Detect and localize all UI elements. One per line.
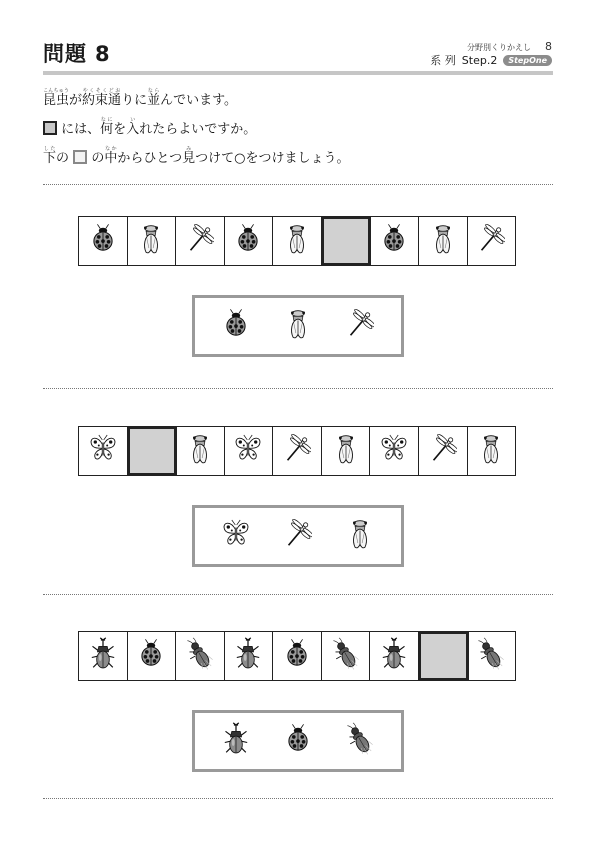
ruby-word: 何なに	[100, 117, 114, 137]
ladybug-icon[interactable]	[222, 304, 250, 348]
series-small-label: 分野別くりかえし	[467, 43, 531, 52]
ladybug-icon	[380, 220, 408, 262]
ruby-word: 下した	[43, 146, 57, 166]
butterfly-icon	[380, 430, 408, 472]
sequence-cell	[176, 632, 225, 680]
blank-answer-cell[interactable]	[128, 427, 177, 475]
sequence-cell	[225, 217, 274, 265]
beetle-icon	[380, 635, 408, 677]
choice-box-3	[192, 710, 404, 772]
sequence-row-3	[78, 631, 516, 681]
ruby-word: 見み	[182, 146, 196, 166]
instr-text: には、	[61, 122, 101, 137]
sequence-cell	[468, 632, 516, 680]
instr-text: からひとつ	[117, 151, 183, 166]
cricket-icon	[477, 635, 505, 677]
sequence-cell	[273, 632, 322, 680]
instruction-line-3	[43, 146, 349, 166]
cicada-icon[interactable]	[346, 514, 374, 558]
sequence-cell	[79, 427, 128, 475]
ruby-word: 入い	[126, 117, 140, 137]
sequence-cell	[128, 217, 177, 265]
sequence-cell	[273, 217, 322, 265]
instr-text: を	[113, 122, 127, 137]
cicada-icon	[332, 430, 360, 472]
ruby-word: 昆虫こんちゅう	[43, 88, 70, 108]
stepone-badge: StepOne	[503, 55, 552, 66]
sequence-cell	[370, 427, 419, 475]
sequence-cell	[468, 427, 516, 475]
sequence-cell	[419, 427, 468, 475]
cicada-icon	[477, 430, 505, 472]
sequence-cell	[79, 217, 128, 265]
butterfly-icon	[89, 430, 117, 472]
instr-text: りに	[121, 93, 148, 108]
choice-box-icon	[73, 150, 87, 164]
sequence-row-1	[78, 216, 516, 266]
sequence-cell	[225, 427, 274, 475]
beetle-icon	[234, 635, 262, 677]
blank-square-icon	[43, 121, 57, 135]
page-title	[43, 38, 111, 68]
choice-box-1	[192, 295, 404, 357]
divider	[43, 798, 553, 799]
dragonfly-icon	[477, 220, 505, 262]
dragonfly-icon	[429, 430, 457, 472]
dragonfly-icon	[283, 430, 311, 472]
sequence-cell	[370, 217, 419, 265]
butterfly-icon	[234, 430, 262, 472]
sequence-row-2	[78, 426, 516, 476]
problem-number: 8	[95, 42, 111, 66]
instruction-line-1	[43, 88, 237, 108]
ladybug-icon	[137, 635, 165, 677]
cricket-icon	[186, 635, 214, 677]
instr-text: れたらよいですか。	[139, 122, 257, 137]
ladybug-icon	[283, 635, 311, 677]
divider	[43, 388, 553, 389]
cricket-icon[interactable]	[346, 719, 374, 763]
sequence-cell	[370, 632, 419, 680]
beetle-icon	[89, 635, 117, 677]
sequence-cell	[322, 427, 371, 475]
sequence-cell	[79, 632, 128, 680]
ruby-word: 中なか	[104, 146, 118, 166]
ladybug-icon[interactable]	[284, 719, 312, 763]
sequence-cell	[419, 217, 468, 265]
sequence-cell	[225, 632, 274, 680]
instr-text: んでいます。	[160, 93, 238, 108]
instr-text: の	[56, 151, 70, 166]
sequence-cell	[273, 427, 322, 475]
cicada-icon[interactable]	[284, 304, 312, 348]
sequence-cell	[322, 632, 371, 680]
cicada-icon	[186, 430, 214, 472]
cricket-icon	[332, 635, 360, 677]
dragonfly-icon	[186, 220, 214, 262]
ruby-word: 並なら	[147, 88, 161, 108]
dragonfly-icon[interactable]	[346, 304, 374, 348]
sequence-cell	[128, 632, 177, 680]
beetle-icon[interactable]	[222, 719, 250, 763]
blank-answer-cell[interactable]	[322, 217, 371, 265]
header-rule	[43, 71, 553, 75]
sequence-cell	[176, 217, 225, 265]
dragonfly-icon[interactable]	[284, 514, 312, 558]
instr-text: が	[69, 93, 83, 108]
page-number: 8	[545, 40, 552, 53]
ruby-word: 通どお	[108, 88, 122, 108]
ladybug-icon	[234, 220, 262, 262]
cicada-icon	[429, 220, 457, 262]
divider	[43, 594, 553, 595]
sequence-cell	[176, 427, 225, 475]
blank-answer-cell[interactable]	[419, 632, 468, 680]
cicada-icon	[137, 220, 165, 262]
title-text: 問題	[43, 42, 87, 66]
ladybug-icon	[89, 220, 117, 262]
cicada-icon	[283, 220, 311, 262]
instruction-line-2	[43, 117, 256, 137]
ruby-word: 約束やくそく	[82, 88, 109, 108]
butterfly-icon[interactable]	[222, 514, 250, 558]
instr-text: の	[91, 151, 105, 166]
instr-text: つけて○をつけましょう。	[195, 151, 350, 166]
step-label: Step.2	[461, 53, 498, 67]
series-label: 系 列	[430, 54, 456, 67]
series-info	[430, 52, 552, 68]
choice-box-2	[192, 505, 404, 567]
sequence-cell	[468, 217, 516, 265]
divider	[43, 184, 553, 185]
